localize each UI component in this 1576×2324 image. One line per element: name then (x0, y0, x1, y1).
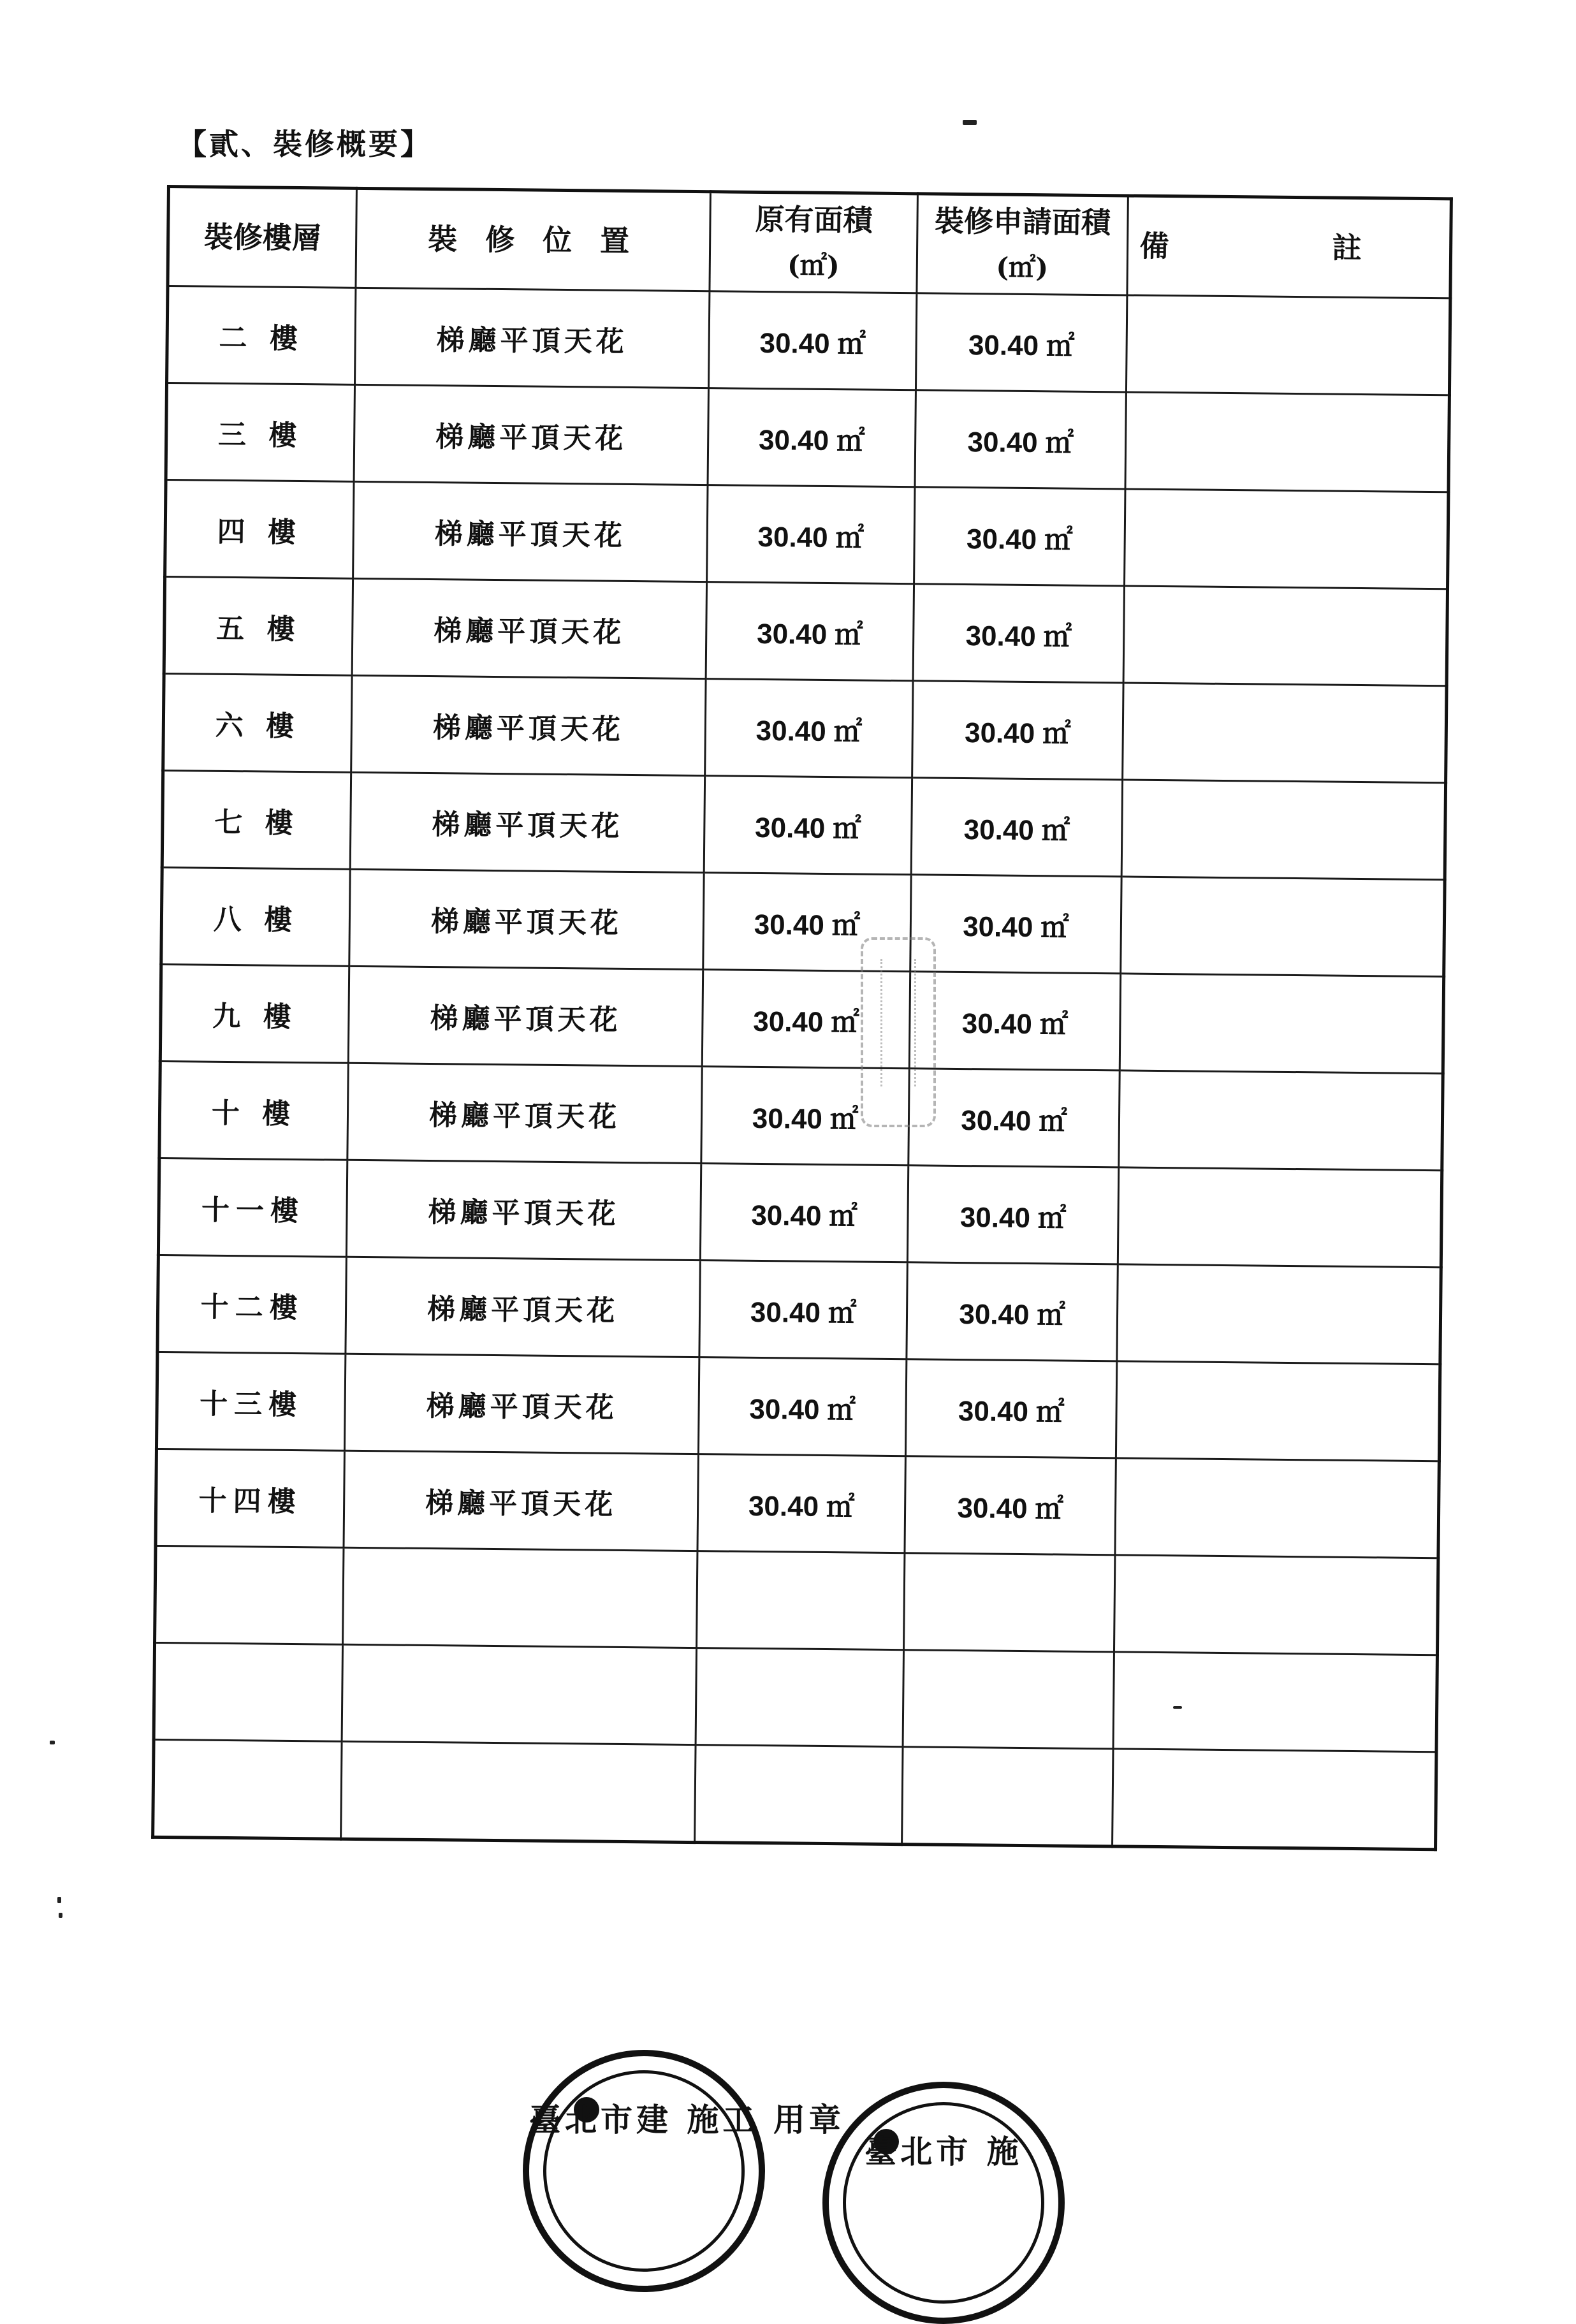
table-row (159, 1061, 1443, 1170)
applied-area-cell: 30.40 ㎡ (916, 293, 1127, 392)
table-row (166, 383, 1449, 492)
original-area-cell: 30.40 ㎡ (708, 388, 916, 487)
note-cell (1113, 1652, 1437, 1752)
applied-area-cell (902, 1747, 1113, 1846)
floor-cell (154, 1642, 342, 1741)
original-area-cell: 30.40 ㎡ (697, 1454, 905, 1553)
official-seal-2 (822, 2082, 1065, 2324)
header-floor: 裝修樓層 (168, 187, 356, 288)
position-cell: 梯廳平頂天花 (346, 1160, 701, 1260)
scan-speck (59, 1913, 62, 1918)
note-cell (1123, 586, 1447, 686)
position-cell: 梯廳平頂天花 (352, 578, 706, 678)
table-row (157, 1255, 1441, 1364)
original-area-cell: 30.40 ㎡ (701, 1067, 909, 1166)
floor-cell (155, 1546, 344, 1644)
original-area-cell (697, 1551, 905, 1650)
official-seal-1 (523, 2050, 845, 2292)
original-area-cell: 30.40 ㎡ (700, 1164, 908, 1262)
applied-area-cell: 30.40 ㎡ (913, 584, 1124, 683)
summary-table-wrapper (151, 185, 1450, 1851)
table-row (161, 867, 1445, 976)
position-cell: 梯廳平頂天花 (346, 1257, 700, 1357)
position-cell (341, 1741, 696, 1842)
applied-area-cell (903, 1650, 1114, 1749)
header-original-area (710, 192, 917, 293)
floor-cell: 十四樓 (156, 1449, 344, 1547)
table-row (162, 770, 1445, 879)
header-original-area-label: 原有面積 (755, 201, 873, 238)
applied-area-cell: 30.40 ㎡ (907, 1262, 1118, 1361)
table-row (155, 1546, 1438, 1655)
renovation-summary-table (151, 185, 1453, 1851)
header-note: 備 註 (1127, 196, 1451, 298)
note-cell (1125, 489, 1448, 589)
note-cell (1117, 1264, 1441, 1364)
applied-area-cell: 30.40 ㎡ (907, 1166, 1118, 1264)
table-row (156, 1352, 1440, 1461)
scan-speck (50, 1741, 55, 1744)
applied-area-cell: 30.40 ㎡ (908, 1069, 1120, 1167)
scan-speck (57, 1897, 61, 1903)
table-row (158, 1158, 1441, 1267)
table-row (154, 1642, 1437, 1751)
applied-area-cell: 30.40 ㎡ (914, 487, 1125, 586)
note-cell (1119, 1071, 1443, 1171)
note-cell (1114, 1555, 1438, 1655)
section-title: 【貳、裝修概要】 (177, 127, 432, 161)
note-cell (1126, 295, 1450, 395)
original-area-cell: 30.40 ㎡ (708, 291, 916, 390)
faint-rectangular-stamp (861, 937, 936, 1127)
original-area-cell: 30.40 ㎡ (698, 1357, 906, 1456)
position-cell: 梯廳平頂天花 (349, 869, 704, 969)
applied-area-cell: 30.40 ㎡ (912, 681, 1123, 780)
floor-cell: 十二樓 (157, 1255, 346, 1354)
note-cell (1121, 780, 1445, 880)
header-row (168, 187, 1451, 298)
floor-cell: 十 樓 (159, 1061, 348, 1160)
table-row (164, 576, 1447, 685)
applied-area-cell (903, 1553, 1114, 1652)
floor-cell: 九 樓 (160, 964, 349, 1063)
header-original-area-unit: (㎡) (787, 249, 840, 282)
position-cell (342, 1644, 696, 1744)
seal-text: 臺北市建 施工 用章 (529, 2101, 845, 2138)
floor-cell: 四 樓 (165, 480, 354, 579)
position-cell: 梯廳平頂天花 (344, 1451, 698, 1551)
applied-area-cell: 30.40 ㎡ (911, 778, 1122, 877)
original-area-cell: 30.40 ㎡ (699, 1261, 907, 1359)
position-cell: 梯廳平頂天花 (347, 1063, 702, 1163)
floor-cell (153, 1739, 342, 1839)
note-cell (1115, 1458, 1439, 1558)
scan-speck (963, 120, 977, 125)
applied-area-cell: 30.40 ㎡ (909, 972, 1120, 1071)
position-cell: 梯廳平頂天花 (348, 966, 703, 1066)
position-cell: 梯廳平頂天花 (353, 481, 708, 581)
table-row (156, 1449, 1439, 1558)
table-row (167, 286, 1450, 395)
note-cell (1118, 1167, 1441, 1268)
position-cell: 梯廳平頂天花 (355, 288, 710, 388)
applied-area-cell: 30.40 ㎡ (915, 390, 1126, 489)
header-applied-area-unit: (㎡) (996, 251, 1049, 284)
original-area-cell: 30.40 ㎡ (704, 776, 912, 875)
floor-cell: 十一樓 (158, 1158, 347, 1257)
table-header (168, 187, 1451, 298)
scan-speck (1173, 1706, 1182, 1709)
position-cell: 梯廳平頂天花 (354, 384, 708, 485)
table-row (160, 964, 1443, 1073)
seal-text: 臺北市 施 (865, 2133, 1023, 2170)
note-cell (1120, 974, 1443, 1074)
applied-area-cell: 30.40 ㎡ (905, 1456, 1116, 1555)
applied-area-cell: 30.40 ㎡ (910, 875, 1121, 974)
floor-cell: 六 樓 (163, 673, 352, 772)
note-cell (1113, 1749, 1436, 1850)
note-cell (1125, 392, 1449, 492)
table-row (165, 480, 1448, 589)
position-cell: 梯廳平頂天花 (351, 675, 706, 775)
original-area-cell (696, 1648, 903, 1747)
floor-cell: 十三樓 (156, 1352, 345, 1451)
note-cell (1121, 877, 1445, 977)
table-row (163, 673, 1447, 782)
note-cell (1116, 1361, 1440, 1461)
original-area-cell: 30.40 ㎡ (707, 485, 915, 584)
note-cell (1123, 683, 1447, 783)
header-applied-area (917, 194, 1128, 295)
header-position: 裝 修 位 置 (356, 188, 710, 291)
table-row (153, 1739, 1436, 1849)
floor-cell: 八 樓 (161, 867, 350, 966)
original-area-cell: 30.40 ㎡ (705, 679, 913, 778)
header-applied-area-label: 裝修申請面積 (934, 203, 1111, 240)
position-cell (343, 1547, 697, 1648)
floor-cell: 三 樓 (166, 383, 354, 482)
floor-cell: 七 樓 (162, 770, 351, 869)
floor-cell: 五 樓 (164, 576, 353, 675)
position-cell: 梯廳平頂天花 (350, 772, 704, 872)
original-area-cell: 30.40 ㎡ (706, 582, 914, 681)
original-area-cell: 30.40 ㎡ (702, 970, 910, 1069)
position-cell: 梯廳平頂天花 (344, 1354, 699, 1454)
floor-cell: 二 樓 (167, 286, 356, 385)
original-area-cell (695, 1745, 903, 1845)
original-area-cell: 30.40 ㎡ (703, 873, 911, 972)
table-body (153, 286, 1450, 1850)
applied-area-cell: 30.40 ㎡ (905, 1359, 1116, 1458)
